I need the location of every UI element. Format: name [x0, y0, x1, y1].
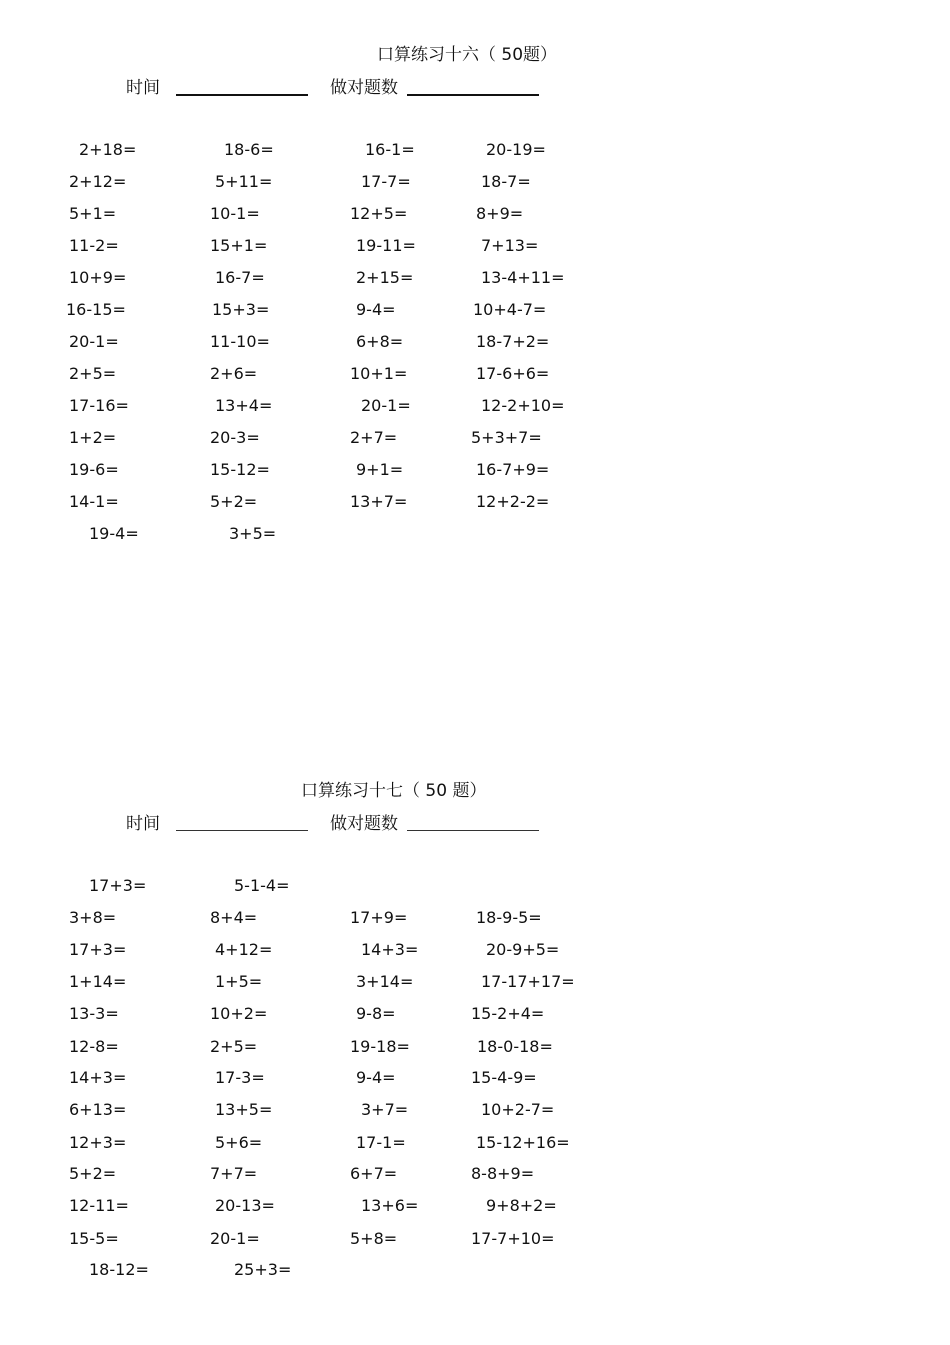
- time-blank-line[interactable]: [176, 830, 308, 831]
- problem-item: 8-8+9=: [471, 1164, 535, 1183]
- problem-item: 20-1=: [361, 396, 411, 415]
- problem-item: 3+5=: [229, 524, 277, 543]
- problem-item: 5+2=: [210, 492, 258, 511]
- problem-item: 17-7=: [361, 172, 411, 191]
- problem-item: 17-3=: [215, 1068, 265, 1087]
- problem-item: 15-4-9=: [471, 1068, 537, 1087]
- problem-item: 10-1=: [210, 204, 260, 223]
- problem-item: 15-5=: [69, 1229, 119, 1248]
- problem-item: 13-4+11=: [481, 268, 565, 287]
- problem-item: 17-1=: [356, 1133, 406, 1152]
- time-blank-line[interactable]: [176, 94, 308, 96]
- problem-item: 20-1=: [210, 1229, 260, 1248]
- correct-count-blank-line[interactable]: [407, 94, 539, 96]
- problem-item: 12-11=: [69, 1196, 129, 1215]
- problem-item: 18-7+2=: [476, 332, 550, 351]
- problem-item: 17-16=: [69, 396, 129, 415]
- problem-item: 5+2=: [69, 1164, 117, 1183]
- problem-item: 17-7+10=: [471, 1229, 555, 1248]
- problem-item: 14-1=: [69, 492, 119, 511]
- problem-item: 2+15=: [356, 268, 414, 287]
- correct-count-label: 做对题数: [330, 814, 398, 834]
- problem-item: 15-12=: [210, 460, 270, 479]
- problem-item: 12-8=: [69, 1037, 119, 1056]
- problem-item: 2+6=: [210, 364, 258, 383]
- problem-item: 9-8=: [356, 1004, 396, 1023]
- problem-item: 12+5=: [350, 204, 408, 223]
- problem-item: 19-4=: [89, 524, 139, 543]
- problem-item: 6+13=: [69, 1100, 127, 1119]
- problem-item: 18-6=: [224, 140, 274, 159]
- problem-item: 2+5=: [210, 1037, 258, 1056]
- problem-item: 18-0-18=: [477, 1037, 553, 1056]
- problem-item: 9+1=: [356, 460, 404, 479]
- problem-item: 5+1=: [69, 204, 117, 223]
- problem-item: 16-1=: [365, 140, 415, 159]
- correct-count-blank-line[interactable]: [407, 830, 539, 831]
- problem-item: 17+9=: [350, 908, 408, 927]
- problem-item: 17+3=: [69, 940, 127, 959]
- problem-item: 13+4=: [215, 396, 273, 415]
- problem-item: 18-9-5=: [476, 908, 542, 927]
- problem-item: 10+2-7=: [481, 1100, 555, 1119]
- time-label: 时间: [126, 814, 160, 834]
- problem-item: 12+3=: [69, 1133, 127, 1152]
- problem-item: 16-7+9=: [476, 460, 550, 479]
- problem-item: 20-1=: [69, 332, 119, 351]
- problem-item: 10+9=: [69, 268, 127, 287]
- problem-item: 6+7=: [350, 1164, 398, 1183]
- problem-item: 19-11=: [356, 236, 416, 255]
- problem-item: 13+5=: [215, 1100, 273, 1119]
- problem-item: 3+14=: [356, 972, 414, 991]
- problem-item: 9-4=: [356, 300, 396, 319]
- problem-item: 18-7=: [481, 172, 531, 191]
- problem-item: 17-17+17=: [481, 972, 575, 991]
- problem-item: 13-3=: [69, 1004, 119, 1023]
- problem-item: 2+5=: [69, 364, 117, 383]
- worksheet-title: 口算练习十六（ 50题）: [377, 45, 558, 65]
- problem-item: 13+7=: [350, 492, 408, 511]
- problem-item: 2+18=: [79, 140, 137, 159]
- problem-item: 2+12=: [69, 172, 127, 191]
- problem-item: 19-6=: [69, 460, 119, 479]
- problem-item: 4+12=: [215, 940, 273, 959]
- problem-item: 7+13=: [481, 236, 539, 255]
- problem-item: 9+8+2=: [486, 1196, 557, 1215]
- problem-item: 5+8=: [350, 1229, 398, 1248]
- problem-item: 11-10=: [210, 332, 270, 351]
- problem-item: 16-7=: [215, 268, 265, 287]
- problem-item: 15+3=: [212, 300, 270, 319]
- problem-item: 9-4=: [356, 1068, 396, 1087]
- problem-item: 2+7=: [350, 428, 398, 447]
- problem-item: 16-15=: [66, 300, 126, 319]
- worksheet-title: 口算练习十七（ 50 题）: [301, 781, 487, 801]
- problem-item: 3+8=: [69, 908, 117, 927]
- problem-item: 10+1=: [350, 364, 408, 383]
- problem-item: 20-9+5=: [486, 940, 560, 959]
- problem-item: 17-6+6=: [476, 364, 550, 383]
- problem-item: 5-1-4=: [234, 876, 290, 895]
- problem-item: 20-3=: [210, 428, 260, 447]
- problem-item: 14+3=: [69, 1068, 127, 1087]
- problem-item: 1+5=: [215, 972, 263, 991]
- problem-item: 12+2-2=: [476, 492, 550, 511]
- problem-item: 15+1=: [210, 236, 268, 255]
- problem-item: 14+3=: [361, 940, 419, 959]
- problem-item: 25+3=: [234, 1260, 292, 1279]
- problem-item: 11-2=: [69, 236, 119, 255]
- problem-item: 20-13=: [215, 1196, 275, 1215]
- problem-item: 6+8=: [356, 332, 404, 351]
- problem-item: 13+6=: [361, 1196, 419, 1215]
- problem-item: 8+4=: [210, 908, 258, 927]
- problem-item: 1+2=: [69, 428, 117, 447]
- problem-item: 18-12=: [89, 1260, 149, 1279]
- problem-item: 5+6=: [215, 1133, 263, 1152]
- problem-item: 20-19=: [486, 140, 546, 159]
- problem-item: 12-2+10=: [481, 396, 565, 415]
- problem-item: 3+7=: [361, 1100, 409, 1119]
- problem-item: 10+4-7=: [473, 300, 547, 319]
- problem-item: 7+7=: [210, 1164, 258, 1183]
- problem-item: 15-12+16=: [476, 1133, 570, 1152]
- correct-count-label: 做对题数: [330, 78, 398, 98]
- problem-item: 8+9=: [476, 204, 524, 223]
- problem-item: 10+2=: [210, 1004, 268, 1023]
- problem-item: 15-2+4=: [471, 1004, 545, 1023]
- problem-item: 5+3+7=: [471, 428, 542, 447]
- problem-item: 5+11=: [215, 172, 273, 191]
- problem-item: 1+14=: [69, 972, 127, 991]
- time-label: 时间: [126, 78, 160, 98]
- problem-item: 19-18=: [350, 1037, 410, 1056]
- problem-item: 17+3=: [89, 876, 147, 895]
